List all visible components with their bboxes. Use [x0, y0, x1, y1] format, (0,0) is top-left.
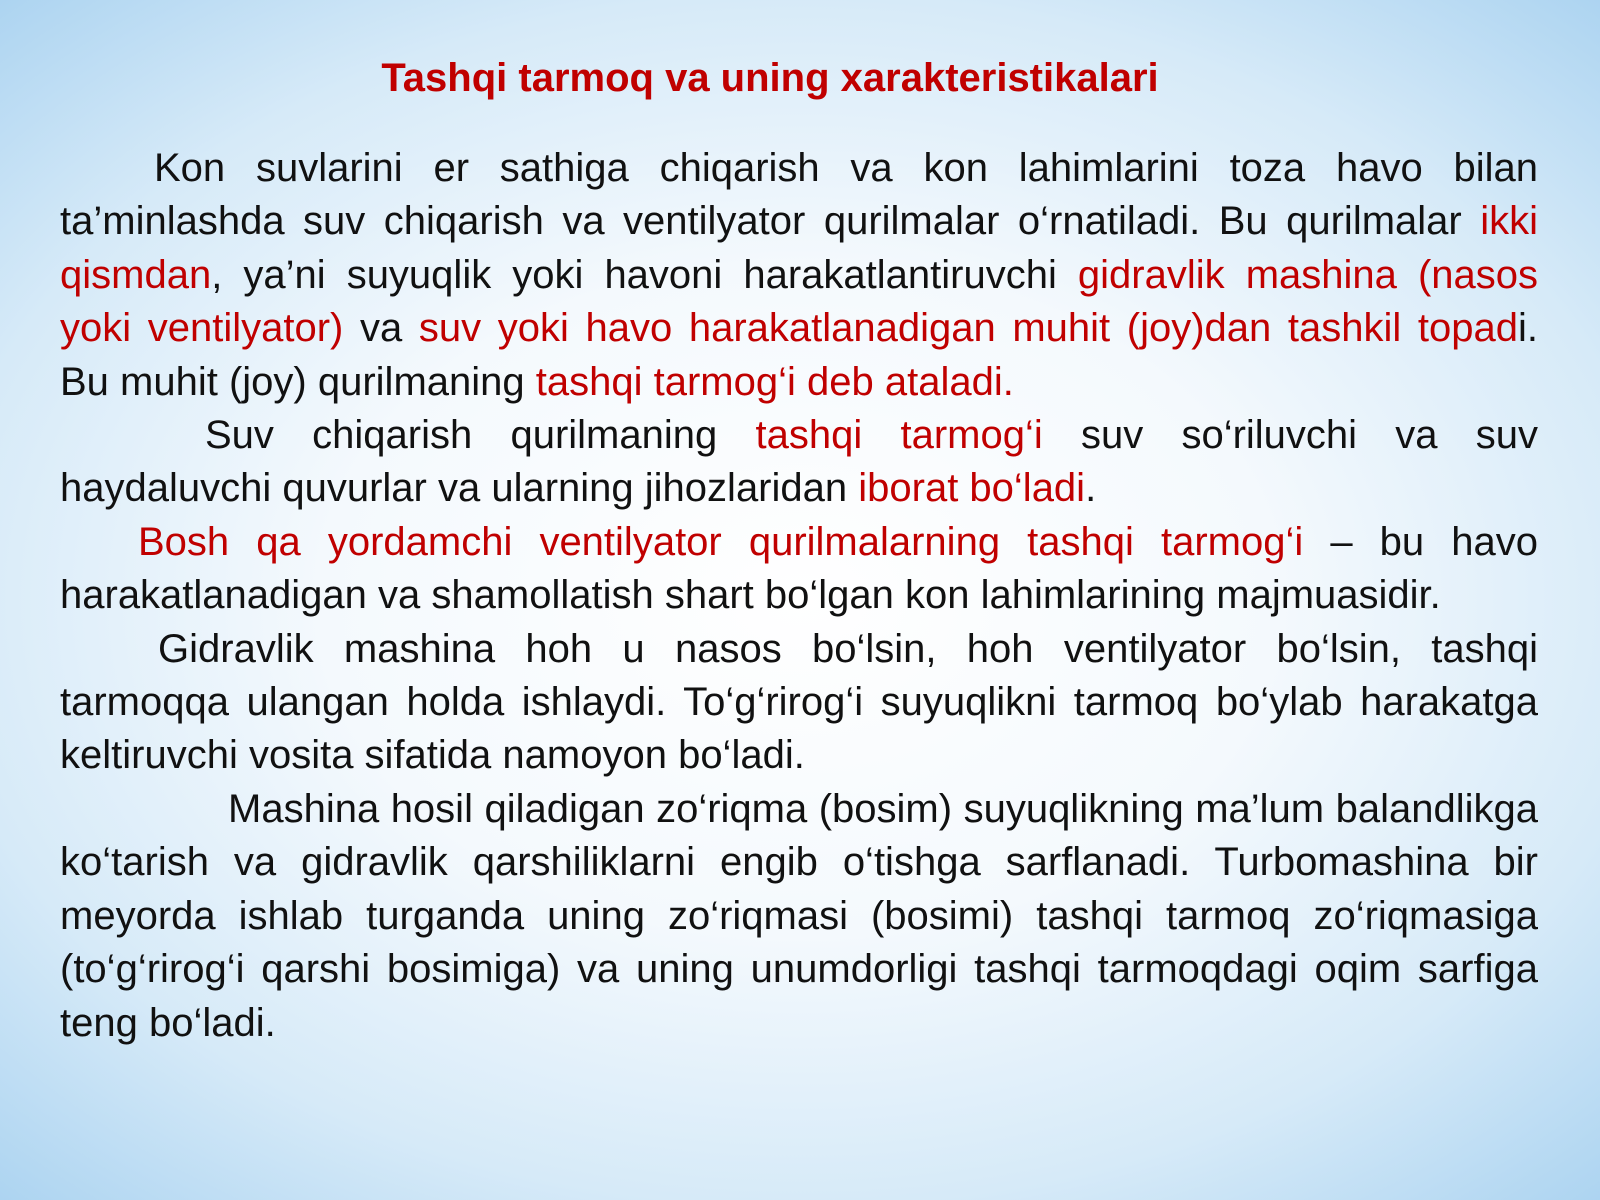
- body-span: suv so‘riluvchi va suv haydaluvchi quvurlar va ularning jihozlaridan: [60, 413, 1539, 511]
- paragraph: [60, 142, 1538, 409]
- highlighted-text: ikki qismdan: [60, 199, 1538, 297]
- highlighted-text: tashqi tarmog‘i deb ataladi.: [535, 359, 1014, 404]
- body-span: .: [1085, 466, 1097, 511]
- body-span: i. Bu muhit (joy) qurilmaning: [60, 306, 1538, 404]
- body-span: – bu havo harakatlanadigan va shamollatish shart bo‘lgan kon lahimlarining majmuasidir.: [60, 519, 1538, 618]
- highlighted-text: suv yoki havo harakatlanadigan muhit (joy)dan tashkil topad: [418, 306, 1518, 351]
- body-span: Kon suvlarini er sathiga chiqarish va kon lahimlarini toza havo bilan ta’minlashda suv chiqarish va ventilyator qurilmalar o‘rnatiladi. Bu qurilmalar: [60, 146, 1538, 244]
- paragraph: [60, 783, 1538, 1050]
- body-span: Gidravlik mashina hoh u nasos bo‘lsin, hoh ventilyator bo‘lsin, tashqi tarmoqqa ulangan holda ishlaydi. To‘g‘rirog‘i suyuqlikni tarmoq bo‘ylab harakatga keltiruvchi vosita sifatida namoyon bo‘ladi.: [60, 626, 1538, 778]
- highlighted-text: tashqi tarmog‘i: [755, 413, 1043, 458]
- highlighted-text: gidravlik mashina (nasos yoki ventilyator): [60, 252, 1538, 351]
- highlighted-text: iborat bo‘ladi: [858, 466, 1086, 511]
- body-span: Suv chiqarish qurilmaning: [205, 413, 756, 458]
- slide-title: Tashqi tarmoq va uning xarakteristikalari: [381, 56, 1159, 100]
- body-span: , ya’ni suyuqlik yoki havoni harakatlantiruvchi: [211, 252, 1078, 297]
- paragraph: [60, 409, 1538, 516]
- body-text: [60, 142, 1538, 1050]
- highlighted-text: Bosh qa yordamchi ventilyator qurilmalarning tashqi tarmog‘i: [138, 519, 1304, 564]
- body-span: Mashina hosil qiladigan zo‘riqma (bosim) suyuqlikning ma’lum balandlikga ko‘tarish va gidravlik qarshiliklarni engib o‘tishga sarflanadi. Turbomashina bir meyorda ishlab turganda uning zo‘riqmasi (bosimi) tashqi tarmoq zo‘riqmasiga (to‘g‘rirog‘i qarshi bosimiga) va uning unumdorligi tashqi tarmoqdagi oqim sarfiga teng bo‘ladi.: [60, 786, 1538, 1045]
- body-span: va: [343, 306, 419, 351]
- paragraph: [60, 623, 1538, 783]
- paragraph: [60, 516, 1538, 623]
